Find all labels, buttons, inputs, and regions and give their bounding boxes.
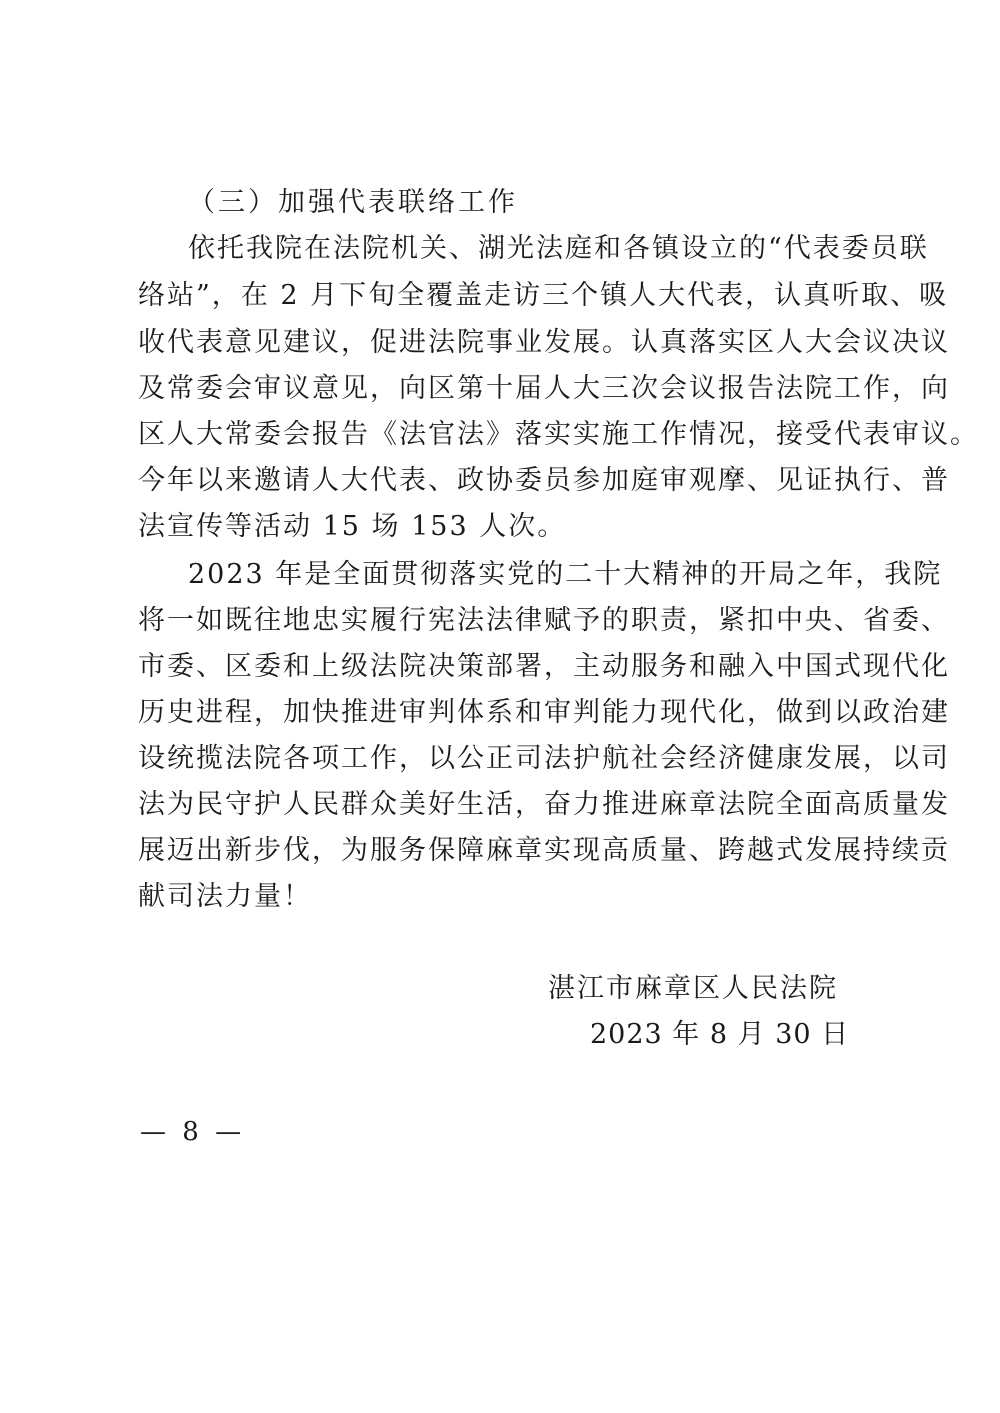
paragraph-line: 今年以来邀请人大代表、政协委员参加庭审观摩、见证执行、普 xyxy=(138,465,950,496)
paragraph-line: 市委、区委和上级法院决策部署，主动服务和融入中国式现代化 xyxy=(138,651,950,682)
paragraph-line: 及常委会审议意见，向区第十届人大三次会议报告法院工作，向 xyxy=(138,373,950,404)
paragraph-line: 法宣传等活动 15 场 153 人次。 xyxy=(138,511,567,542)
paragraph-line: 设统揽法院各项工作，以公正司法护航社会经济健康发展，以司 xyxy=(138,743,950,774)
paragraph-line: 法为民守护人民群众美好生活，奋力推进麻章法院全面高质量发 xyxy=(138,789,950,820)
paragraph-line: 络站”，在 2 月下旬全覆盖走访三个镇人大代表，认真听取、吸 xyxy=(138,280,949,311)
paragraph-line: 依托我院在法院机关、湖光法庭和各镇设立的“代表委员联 xyxy=(188,233,929,264)
paragraph-line: 收代表意见建议，促进法院事业发展。认真落实区人大会议决议 xyxy=(138,327,950,358)
page-number: — 8 — xyxy=(140,1117,246,1147)
paragraph-line: 展迈出新步伐，为服务保障麻章实现高质量、跨越式发展持续贡 xyxy=(138,835,950,866)
paragraph-line: 将一如既往地忠实履行宪法法律赋予的职责，紧扣中央、省委、 xyxy=(138,605,950,636)
paragraph-line: 区人大常委会报告《法官法》落实实施工作情况，接受代表审议。 xyxy=(138,419,979,450)
paragraph-line: 2023 年是全面贯彻落实党的二十大精神的开局之年，我院 xyxy=(188,559,943,590)
paragraph-line: 历史进程，加快推进审判体系和审判能力现代化，做到以政治建 xyxy=(138,697,950,728)
signature-court-name: 湛江市麻章区人民法院 xyxy=(548,973,838,1004)
paragraph-line: 献司法力量！ xyxy=(138,881,312,912)
signature-date: 2023 年 8 月 30 日 xyxy=(590,1019,850,1050)
section-heading: （三）加强代表联络工作 xyxy=(188,187,518,218)
